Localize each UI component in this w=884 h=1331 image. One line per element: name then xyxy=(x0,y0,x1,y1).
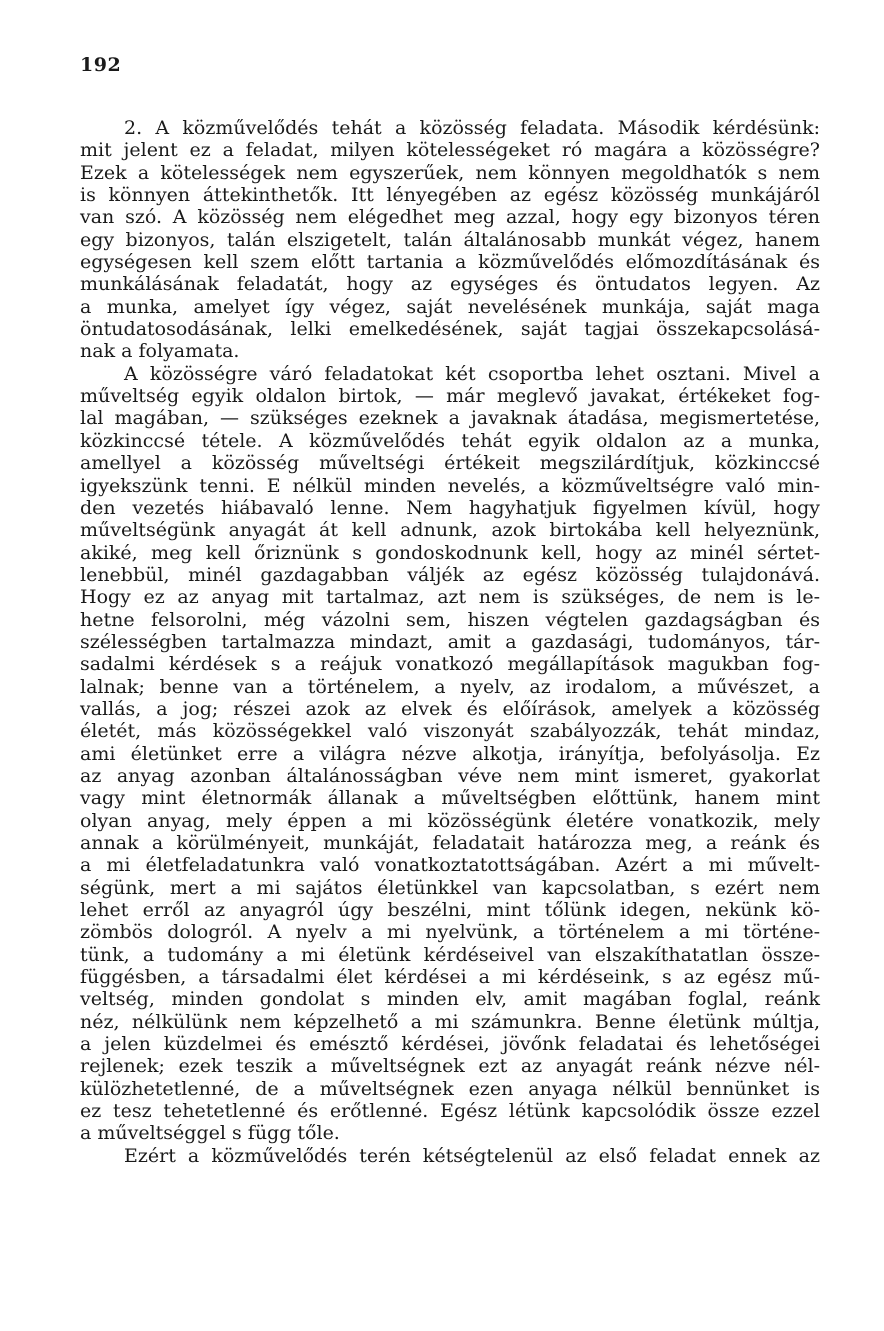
text-line: műveltségünk anyagát át kell adnunk, azok birtokába kell helyeznünk, xyxy=(80,519,820,542)
text-line: den vezetés hiábavaló lenne. Nem hagyhatjuk figyelmen kívül, hogy xyxy=(80,496,820,519)
text-line: az anyag azonban általánosságban véve nem mint ismeret, gyakorlat xyxy=(80,764,820,787)
text-line: igyekszünk tenni. E nélkül minden nevelés, a közműveltségre való min- xyxy=(80,474,820,497)
text-line: ami életünket erre a világra nézve alkotja, irányítja, befolyásolja. Ez xyxy=(80,742,820,765)
text-line: közkinccsé tétele. A közművelődés tehát egyik oldalon az a munka, xyxy=(80,429,820,452)
text-line: a mi életfeladatunkra való vonatkoztatottságában. Azért a mi művelt- xyxy=(80,854,820,877)
text-line: zömbös dologról. A nyelv a mi nyelvünk, a történelem a mi történe- xyxy=(80,921,820,944)
text-line: olyan anyag, mely éppen a mi közösségünk életére vonatkozik, mely xyxy=(80,809,820,832)
text-line: a műveltséggel s függ tőle. xyxy=(80,1122,340,1145)
text-line: annak a körülményeit, munkáját, feladatait határozza meg, a reánk és xyxy=(80,832,820,854)
page-number: 192 xyxy=(80,54,122,76)
text-line: vagy mint életnormák állanak a műveltségben előttünk, hanem mint xyxy=(80,787,820,810)
text-line: veltség, minden gondolat s minden elv, amit magában foglal, reánk xyxy=(80,988,820,1011)
text-line: is könnyen áttekinthetők. Itt lényegében az egész közösség munkájáról xyxy=(80,184,820,207)
text-line: a jelen küzdelmei és emésztő kérdései, jövőnk feladatai és lehetőségei xyxy=(80,1033,820,1056)
text-line: szélességben tartalmazza mindazt, amit a gazdasági, tudományos, tár- xyxy=(80,630,820,653)
text-line: a munka, amelyet így végez, saját nevelésének munkája, saját maga xyxy=(80,295,820,318)
text-line: életét, más közösségekkel való viszonyát szabályozzák, tehát mindaz, xyxy=(80,720,820,743)
text-line: A közösségre váró feladatokat két csoportba lehet osztani. Mivel a xyxy=(124,362,820,385)
text-line: lehet erről az anyagról úgy beszélni, mint tőlünk idegen, nekünk kö- xyxy=(80,899,820,922)
text-line: Ezek a kötelességek nem egyszerűek, nem könnyen megoldhatók s nem xyxy=(80,161,820,184)
text-line: sadalmi kérdések s a reájuk vonatkozó megállapítások magukban fog- xyxy=(80,653,820,676)
text-line: mit jelent ez a feladat, milyen kötelességeket ró magára a közösségre? xyxy=(80,139,820,162)
text-line: ségünk, mert a mi sajátos életünkkel van kapcsolatban, s ezért nem xyxy=(80,876,820,899)
text-line: egy bizonyos, talán elszigetelt, talán általánosabb munkát végez, hanem xyxy=(80,228,820,251)
text-line: amellyel a közösség műveltségi értékeit megszilárdítjuk, közkinccsé xyxy=(80,452,820,475)
body-text xyxy=(80,117,820,1167)
text-line: függésben, a társadalmi élet kérdései a mi kérdéseink, s az egész mű- xyxy=(80,966,820,989)
text-line: van szó. A közösség nem elégedhet meg azzal, hogy egy bizonyos téren xyxy=(80,206,820,229)
text-line: lenebbül, minél gazdagabban váljék az egész közösség tulajdonává. xyxy=(80,563,820,586)
text-line: vallás, a jog; részei azok az elvek és előírások, amelyek a közösség xyxy=(80,697,820,720)
text-line: műveltség egyik oldalon birtok, — már meglevő javakat, értékeket fog- xyxy=(80,385,820,408)
text-line: külözhetetlenné, de a műveltségnek ezen anyaga nélkül bennünket is xyxy=(80,1077,820,1100)
text-line: tünk, a tudomány a mi életünk kérdéseivel van elszakíthatatlan össze- xyxy=(80,943,820,966)
text-line: nak a folyamata. xyxy=(80,340,240,363)
text-line: 2. A közművelődés tehát a közösség feladata. Második kérdésünk: xyxy=(124,117,820,139)
text-line: munkálásának feladatát, hogy az egységes és öntudatos legyen. Az xyxy=(80,273,820,296)
text-line: hetne felsorolni, még vázolni sem, hiszen végtelen gazdagságban és xyxy=(80,608,820,631)
text-line: akiké, meg kell őriznünk s gondoskodnunk kell, hogy az minél sértet- xyxy=(80,541,820,564)
text-line: néz, nélkülünk nem képzelhető a mi számunkra. Benne életünk múltja, xyxy=(80,1010,820,1033)
text-line: rejlenek; ezek teszik a műveltségnek ezt az anyagát reánk nézve nél- xyxy=(80,1055,820,1078)
text-line: Ezért a közművelődés terén kétségtelenül az első feladat ennek az xyxy=(124,1144,820,1167)
text-line: egységesen kell szem előtt tartania a közművelődés előmozdításának és xyxy=(80,251,820,274)
text-line: lal magában, — szükséges ezeknek a javaknak átadása, megismertetése, xyxy=(80,407,820,430)
text-line: lalnak; benne van a történelem, a nyelv, az irodalom, a művészet, a xyxy=(80,675,820,698)
text-line: ez tesz tehetetlenné és erőtlenné. Egész létünk kapcsolódik össze ezzel xyxy=(80,1100,820,1123)
text-line: öntudatosodásának, lelki emelkedésének, saját tagjai összekapcsolásá- xyxy=(80,318,820,341)
text-line: Hogy ez az anyag mit tartalmaz, azt nem is szükséges, de nem is le- xyxy=(80,586,820,609)
